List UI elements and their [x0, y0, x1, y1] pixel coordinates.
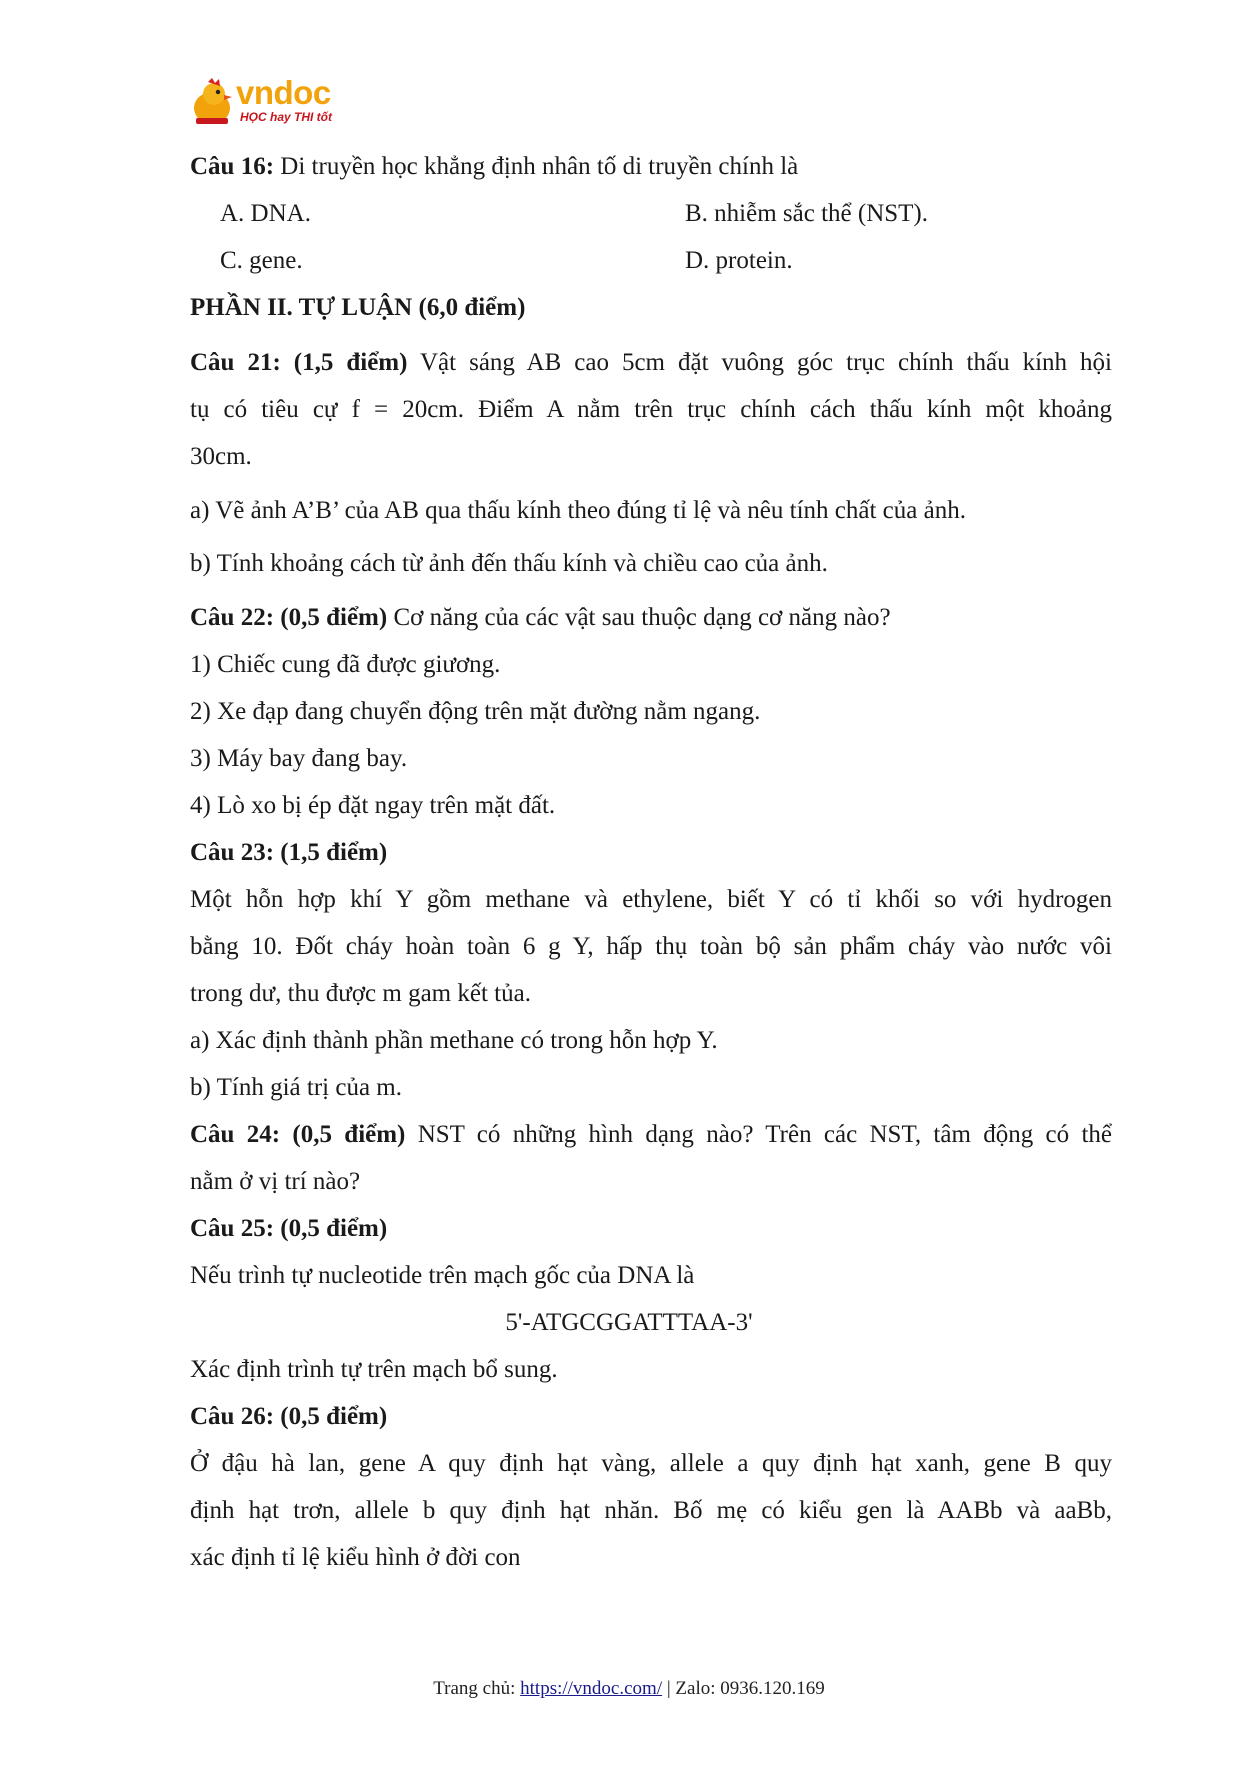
- q16-label: Câu 16:: [190, 153, 275, 180]
- q26-line1: Ở đậu hà lan, gene A quy định hạt vàng, allele a quy định hạt xanh, gene B quy: [190, 1450, 1112, 1477]
- q23-line2: bằng 10. Đốt cháy hoàn toàn 6 g Y, hấp thụ toàn bộ sản phẩm cháy vào nước vôi: [190, 933, 1112, 960]
- q16-option-c: C. gene.: [220, 247, 303, 274]
- footer-prefix: Trang chủ:: [433, 1678, 521, 1699]
- q22-item-2: 2) Xe đạp đang chuyển động trên mặt đường nằm ngang.: [190, 698, 761, 725]
- q22-stem: Câu 22: (0,5 điểm) Cơ năng của các vật sau thuộc dạng cơ năng nào?: [190, 604, 891, 631]
- q22-item-1: 1) Chiếc cung đã được giương.: [190, 651, 501, 678]
- q21-line1: Câu 21: (1,5 điểm) Vật sáng AB cao 5cm đặt vuông góc trục chính thấu kính hội: [190, 349, 1112, 376]
- q25-label: Câu 25: (0,5 điểm): [190, 1215, 388, 1242]
- q21-line2: tụ có tiêu cự f = 20cm. Điểm A nằm trên trục chính cách thấu kính một khoảng: [190, 396, 1112, 423]
- q25-sequence: 5'-ATGCGGATTTAA-3': [505, 1309, 753, 1336]
- q22-item-4: 4) Lò xo bị ép đặt ngay trên mặt đất.: [190, 792, 556, 819]
- q16-text: Di truyền học khẳng định nhân tố di truyền chính là: [274, 153, 799, 180]
- logo-brand: vndoc: [236, 74, 331, 111]
- q16-stem: [190, 152, 798, 182]
- q26-label: Câu 26: (0,5 điểm): [190, 1403, 388, 1430]
- q21-label: Câu 21: (1,5 điểm): [190, 349, 408, 376]
- q25-line1: Nếu trình tự nucleotide trên mạch gốc của DNA là: [190, 1262, 695, 1289]
- q16-option-b: B. nhiễm sắc thể (NST).: [685, 200, 929, 227]
- q16-option-a: A. DNA.: [220, 200, 311, 227]
- q24-line1: Câu 24: (0,5 điểm) NST có những hình dạng nào? Trên các NST, tâm động có thể: [190, 1121, 1112, 1148]
- q16-option-d: D. protein.: [685, 247, 793, 274]
- q25-line2: Xác định trình tự trên mạch bổ sung.: [190, 1356, 558, 1383]
- q23-part-a: a) Xác định thành phần methane có trong hỗn hợp Y.: [190, 1027, 718, 1054]
- q26-line3: xác định tỉ lệ kiểu hình ở đời con: [190, 1544, 521, 1571]
- q21-part-b: b) Tính khoảng cách từ ảnh đến thấu kính và chiều cao của ảnh.: [190, 550, 828, 577]
- footer-contact: | Zalo: 0936.120.169: [662, 1678, 825, 1699]
- logo-tagline: HỌC hay THI tốt: [240, 110, 332, 124]
- q22-item-3: 3) Máy bay đang bay.: [190, 745, 408, 772]
- q23-label: Câu 23: (1,5 điểm): [190, 839, 388, 866]
- q23-line1: Một hỗn hợp khí Y gồm methane và ethylene, biết Y có tỉ khối so với hydrogen: [190, 886, 1112, 913]
- vndoc-logo: [188, 74, 363, 132]
- q23-part-b: b) Tính giá trị của m.: [190, 1074, 402, 1101]
- mascot-icon: [188, 78, 236, 128]
- part2-heading: PHẦN II. TỰ LUẬN (6,0 điểm): [190, 294, 526, 321]
- q24-line2: nằm ở vị trí nào?: [190, 1168, 361, 1195]
- q22-label: Câu 22: (0,5 điểm): [190, 604, 388, 631]
- q26-line2: định hạt trơn, allele b quy định hạt nhăn. Bố mẹ có kiểu gen là AABb và aaBb,: [190, 1497, 1112, 1524]
- q23-line3: trong dư, thu được m gam kết tủa.: [190, 980, 531, 1007]
- q24-label: Câu 24: (0,5 điểm): [190, 1121, 406, 1148]
- page-footer: [0, 1678, 1258, 1700]
- footer-homepage-link[interactable]: https://vndoc.com/: [520, 1678, 663, 1699]
- q21-part-a: a) Vẽ ảnh A’B’ của AB qua thấu kính theo đúng tỉ lệ và nêu tính chất của ảnh.: [190, 497, 966, 524]
- q21-line3: 30cm.: [190, 443, 252, 470]
